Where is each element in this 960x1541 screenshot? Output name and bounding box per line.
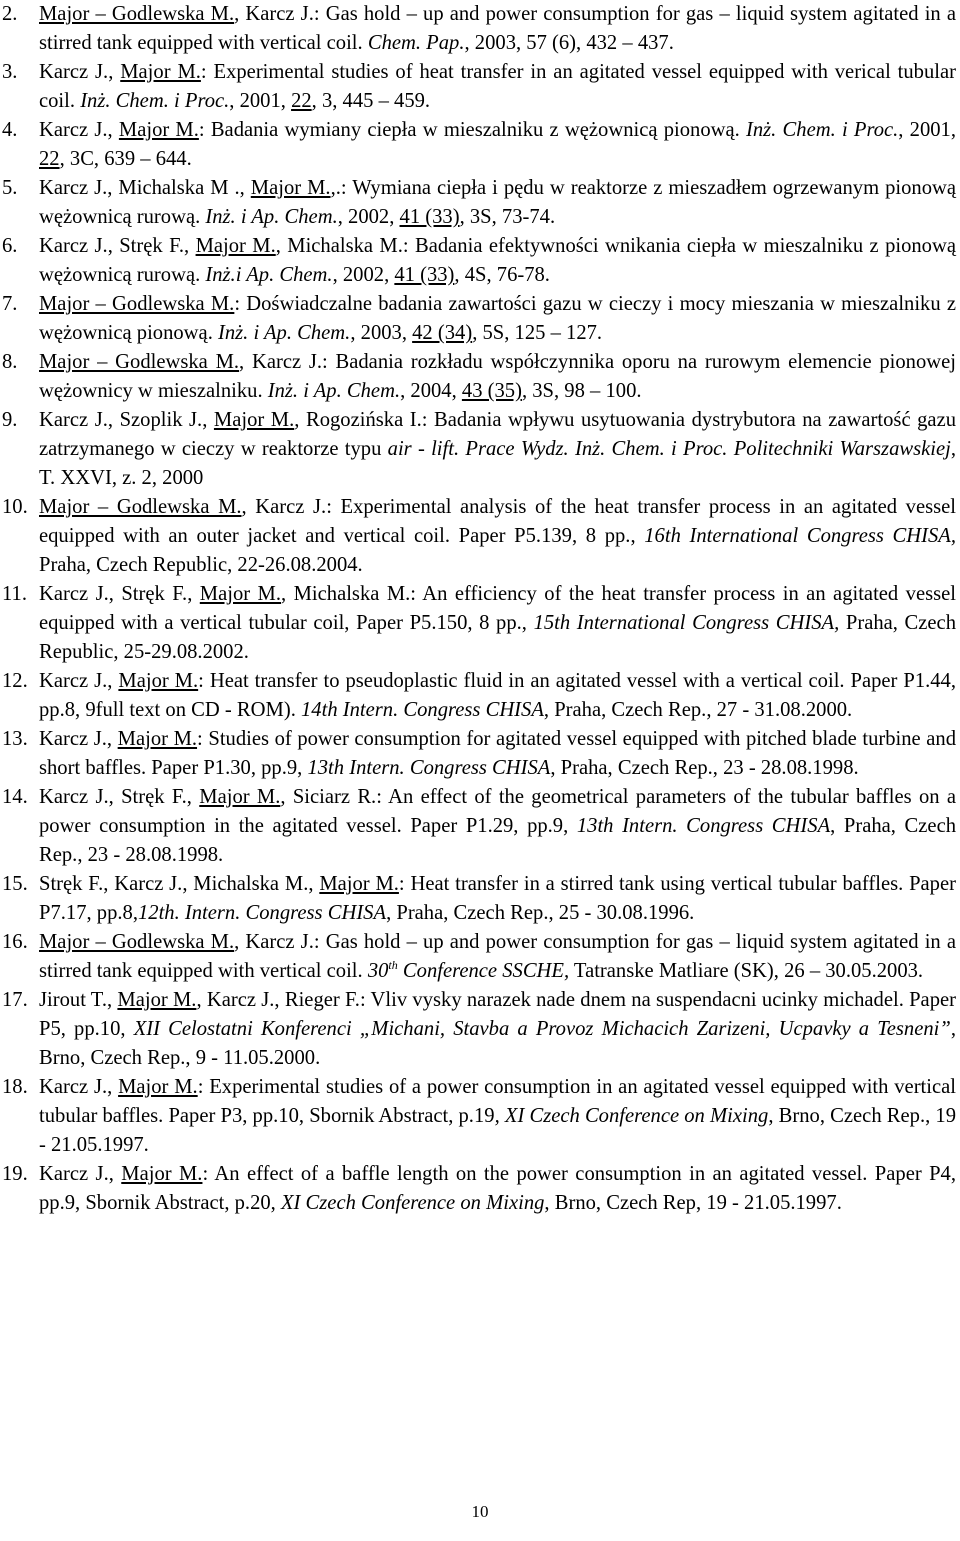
reference-text: , Rogozińska I.: Badania wpływu usytuowania dystrybutora na zawartość gazu zatrzymanego w cieczy w reaktorze typu [39,409,957,460]
author-underlined: Major – Godlewska M. [39,293,235,315]
author-underlined: Major M. [121,1163,203,1185]
reference-text: , T. XXVI, z. 2, 2000 [39,438,957,489]
reference-text: , Brno, Czech Rep., 19 - 21.05.1997. [39,1105,956,1156]
reference-text: , 2001, [229,90,292,112]
reference-number: 5. [2,177,18,199]
italic-text: XI Czech Conference on Mixing [280,1192,545,1214]
reference-text: Karcz J., Stręk F., [39,235,196,257]
reference-number: 4. [2,119,18,141]
reference-number: 6. [2,235,18,257]
reference-text: Praha, Czech Republic, 22-26.08.2004. [39,554,363,576]
reference-text: , 3C, 639 – 644. [59,148,192,170]
reference-entry [0,667,960,725]
reference-number: 14. [2,786,28,808]
reference-number: 13. [2,728,28,750]
reference-item [0,1160,960,1218]
reference-text: Stręk F., Karcz J., Michalska M., [39,873,320,895]
reference-item [0,348,960,406]
reference-text: Karcz J., Szoplik J., [39,409,214,431]
author-underlined: Major M. [118,119,199,141]
reference-text: Karcz J., [39,1076,119,1098]
author-underlined: Major M. [195,235,276,257]
reference-number: 11. [2,583,27,605]
reference-item [0,783,960,870]
author-underlined: 22 [39,148,60,170]
reference-text: Karcz J., Stręk F., [39,786,200,808]
reference-text: , Siciarz R.: An effect of the geometrical parameters of the tubular baffles on a power consumption in the agitated vessel. Paper P1.29, pp.9, [39,786,957,837]
author-underlined: Major M. [120,61,201,83]
reference-text: , Praha, Czech Rep., 23 - 28.08.1998. [39,815,957,866]
author-underlined: Major M. [118,1076,198,1098]
reference-item [0,58,960,116]
author-underlined: Major M. [199,583,282,605]
reference-item [0,406,960,493]
author-underlined: Major – Godlewska M. [39,351,240,373]
reference-text: : Doświadczalne badania zawartości gazu w cieczy i mocy mieszania w mieszalniku z wężownicą pionową. [39,293,956,344]
reference-entry [0,0,960,58]
reference-number: 10. [2,496,28,518]
italic-text: 15th International Congress CHISA, [533,612,840,634]
reference-text: , 2003, [350,322,413,344]
reference-number: 16. [2,931,28,953]
reference-text: , Praha, Czech Rep., 23 - 28.08.1998. [550,757,859,779]
reference-text: Karcz J., Michalska M ., [39,177,251,199]
italic-text: Inż. i Ap. Chem. [267,380,401,402]
author-underlined: Major M. [118,670,199,692]
italic-text: 16th International Congress CHISA, [644,525,957,547]
reference-text: , 2002, [332,264,395,286]
reference-text: , Karcz J., Rieger F.: Vliv vysky narazek nade dnem na suspendacni ucinky michadel. Paper P5, pp.10, [39,989,956,1040]
reference-item [0,232,960,290]
reference-item [0,116,960,174]
author-underlined: Major M. [213,409,295,431]
reference-text: , Michalska M.: An efficiency of the heat transfer process in an agitated vessel equipped with a vertical tubular coil, Paper P5.150, 8 pp., [39,583,956,634]
reference-number: 7. [2,293,18,315]
reference-text: Karcz J., Stręk F., [39,583,200,605]
reference-text: , 2003, 57 (6), 432 – 437. [464,32,674,54]
italic-text: air - lift. Prace Wydz. Inż. Chem. i Proc. Politechniki Warszawskiej [387,438,951,460]
reference-text: , Karcz J.: Gas hold – up and power consumption for gas – liquid system agitated in a stirred tank equipped with vertical coil. [39,3,956,54]
reference-item [0,870,960,928]
author-underlined: 22 [291,90,312,112]
reference-item [0,725,960,783]
reference-entry [0,174,960,232]
author-underlined: Major M. [250,177,331,199]
reference-text: , 2001, [898,119,956,141]
reference-text: : Heat transfer in a stirred tank using vertical tubular baffles. Paper P7.17, pp.8, [39,873,956,924]
reference-entry [0,870,960,928]
author-underlined: Major – Godlewska M. [39,496,242,518]
reference-item [0,580,960,667]
author-underlined: Major – Godlewska M. [39,3,235,25]
italic-text: 12th. Intern. Congress CHISA [137,902,387,924]
reference-entry [0,116,960,174]
reference-text: Tatranske Matliare (SK), 26 – 30.05.2003. [569,960,924,982]
author-underlined: Major M. [319,873,399,895]
author-underlined: Major M. [117,989,197,1011]
reference-text: : An effect of a baffle length on the power consumption in an agitated vessel. Paper P4, pp.9, Sbornik Abstract, p.20, [39,1163,956,1214]
reference-item [0,290,960,348]
reference-item [0,986,960,1073]
reference-text: Karcz J., [39,728,118,750]
italic-text: Conference SSCHE, [397,960,570,982]
reference-text: , Brno, Czech Rep, 19 - 21.05.1997. [544,1192,842,1214]
reference-text: ,.: Wymiana ciepła i pędu w reaktorze z mieszadłem ogrzewanym pionową wężownicą rurową. [39,177,957,228]
reference-item [0,928,960,986]
italic-text: 14th Intern. Congress CHISA [301,699,544,721]
italic-text: XII Celostatni Konferenci „Michani, Stavba a Provoz Michacich Zarizeni, Ucpavky a Tesneni” [133,1018,951,1040]
reference-entry [0,580,960,667]
reference-entry [0,928,960,986]
reference-entry [0,348,960,406]
reference-text: , Karcz J.: Badania rozkładu współczynnika oporu na rurowym elemencie pionowej wężownicy w mieszalniku. [39,351,956,402]
reference-text: , 2002, [337,206,400,228]
reference-number: 3. [2,61,18,83]
reference-number: 17. [2,989,28,1011]
reference-number: 8. [2,351,18,373]
italic-text: th [388,958,398,973]
reference-entry [0,1073,960,1160]
author-underlined: 41 (33) [399,206,460,228]
reference-number: 12. [2,670,28,692]
reference-text: : Studies of power consumption for agitated vessel equipped with pitched blade turbine and short baffles. Paper P1.30, pp.9, [39,728,957,779]
reference-entry [0,232,960,290]
reference-text: , 3S, 98 – 100. [521,380,642,402]
italic-text: Inż. i Ap. Chem. [205,206,338,228]
italic-text: 13th Intern. Congress CHISA [307,757,551,779]
reference-text: Karcz J., [39,119,119,141]
reference-text: Karcz J., [39,1163,122,1185]
reference-text: , Michalska M.: Badania efektywności wnikania ciepła w mieszalniku z pionową wężownicą rurową. [39,235,956,286]
reference-text: , Karcz J.: Gas hold – up and power consumption for gas – liquid system agitated in a stirred tank equipped with vertical coil. [39,931,956,982]
reference-text: , Praha, Czech Rep., 27 - 31.08.2000. [543,699,853,721]
reference-entry [0,1160,960,1218]
reference-entry [0,986,960,1073]
italic-text: Inż. i Ap. Chem. [218,322,351,344]
reference-entry [0,406,960,493]
author-underlined: 41 (33) [394,264,455,286]
reference-text: : Experimental studies of heat transfer in an agitated vessel equipped with verical tubular coil. [39,61,956,112]
reference-item [0,1073,960,1160]
reference-text: Karcz J., [39,670,119,692]
reference-text: Karcz J., [39,61,121,83]
reference-text: , 2004, [400,380,462,402]
reference-entry [0,493,960,580]
author-underlined: Major – Godlewska M. [39,931,235,953]
italic-text: 13th Intern. Congress CHISA [576,815,831,837]
reference-item [0,174,960,232]
reference-item [0,0,960,58]
italic-text: Inż. Chem. i Proc. [80,90,230,112]
reference-text: , 5S, 125 – 127. [472,322,603,344]
italic-text: Inż.i Ap. Chem. [205,264,333,286]
italic-text: Inż. Chem. i Proc. [746,119,899,141]
reference-number: 9. [2,409,18,431]
reference-entry [0,290,960,348]
reference-text: Jirout T., [39,989,118,1011]
italic-text: , XI Czech Conference on Mixing [494,1105,769,1127]
author-underlined: 42 (34) [412,322,473,344]
author-underlined: Major M. [199,786,281,808]
reference-item [0,493,960,580]
reference-number: 2. [2,3,18,25]
reference-text: , Karcz J.: Experimental analysis of the heat transfer process in an agitated vessel equipped with an outer jacket and vertical coil. Paper P5.139, 8 pp., [39,496,956,547]
reference-entry [0,58,960,116]
page-number: 10 [471,1502,489,1521]
reference-number: 15. [2,873,28,895]
reference-item [0,667,960,725]
reference-text: : Experimental studies of a power consumption in an agitated vessel equipped with vertical tubular baffles. Paper P3, pp.10, Sbornik Abstract, p.19 [39,1076,956,1127]
author-underlined: 43 (35) [461,380,522,402]
reference-entry [0,725,960,783]
reference-number: 19. [2,1163,28,1185]
reference-text: , 3S, 73-74. [459,206,556,228]
reference-text: : Heat transfer to pseudoplastic fluid in an agitated vessel with a vertical coil. Paper P1.44, pp.8, 9full text on CD - ROM). [39,670,957,721]
reference-number: 18. [2,1076,28,1098]
italic-text: 30 [367,960,389,982]
reference-text: : Badania wymiany ciepła w mieszalniku z wężownicą pionową. [198,119,747,141]
reference-text: Praha, Czech Republic, 25-29.08.2002. [39,612,956,663]
italic-text: Chem. Pap. [367,32,465,54]
reference-text: , Praha, Czech Rep., 25 - 30.08.1996. [386,902,695,924]
reference-text: , Brno, Czech Rep., 9 - 11.05.2000. [39,1018,956,1069]
reference-text: , 4S, 76-78. [454,264,550,286]
reference-entry [0,783,960,870]
reference-text: , 3, 445 – 459. [311,90,431,112]
author-underlined: Major M. [117,728,198,750]
